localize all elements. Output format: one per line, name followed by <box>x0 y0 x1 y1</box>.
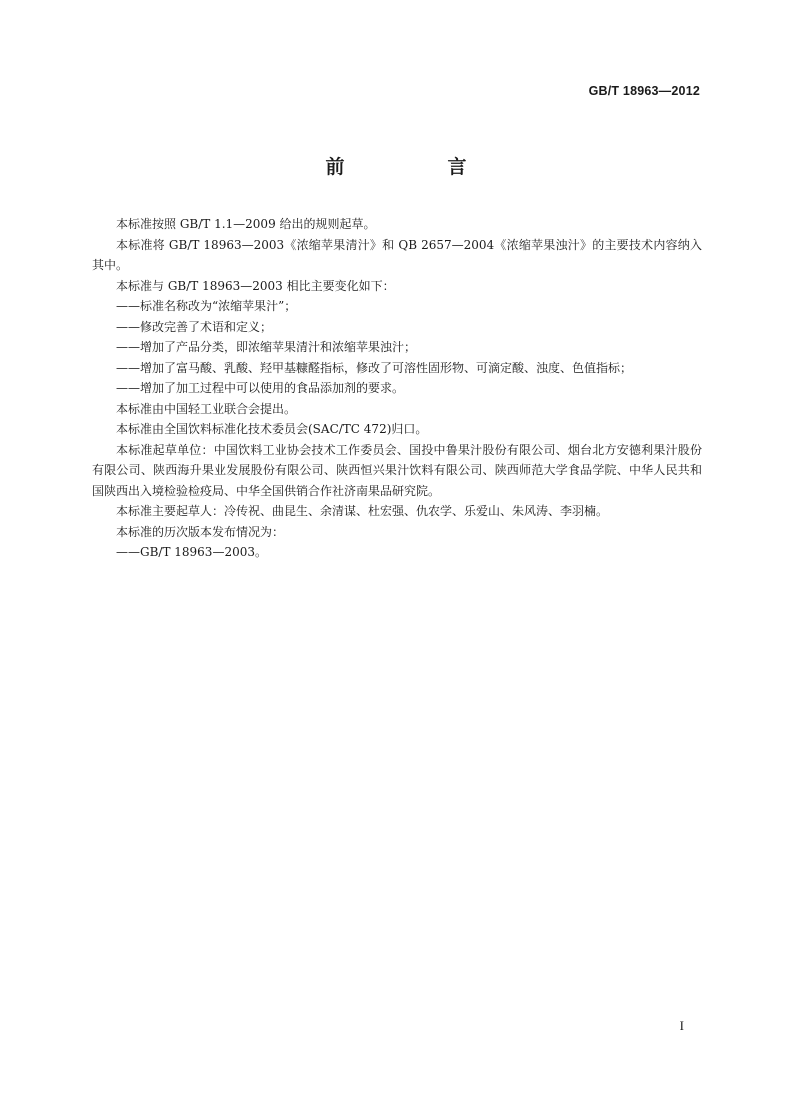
list-item: ——标准名称改为“浓缩苹果汁”； <box>116 299 297 313</box>
foreword-body <box>92 214 702 563</box>
paragraph: 本标准将 GB/T 18963—2003《浓缩苹果清汁》和 QB 2657—2004《浓缩苹果浊汁》的主要技术内容纳入其中。 <box>92 237 702 272</box>
list-item: ——增加了产品分类，即浓缩苹果清汁和浓缩苹果浊汁； <box>116 340 417 354</box>
list-item: ——GB/T 18963—2003。 <box>116 545 267 559</box>
paragraph: 本标准由中国轻工业联合会提出。 <box>116 401 297 416</box>
list-item: ——增加了富马酸、乳酸、羟甲基糠醛指标，修改了可溶性固形物、可滴定酸、浊度、色值指标； <box>116 360 633 375</box>
list-item: ——修改完善了术语和定义； <box>116 319 273 334</box>
page-title: 前 言 <box>325 156 509 178</box>
paragraph: 本标准的历次版本发布情况为： <box>116 524 285 539</box>
paragraph: 本标准与 GB/T 18963—2003 相比主要变化如下： <box>116 278 395 293</box>
standard-code: GB/T 18963—2012 <box>588 84 700 98</box>
paragraph: 本标准由全国饮料标准化技术委员会(SAC/TC 472)归口。 <box>116 422 428 436</box>
paragraph: 本标准主要起草人：冷传祝、曲昆生、余清谋、杜宏强、仇农学、乐爱山、朱风涛、李羽楠。 <box>116 504 609 518</box>
list-item: ——增加了加工过程中可以使用的食品添加剂的要求。 <box>116 381 405 395</box>
paragraph: 本标准按照 GB/T 1.1—2009 给出的规则起草。 <box>116 217 376 231</box>
page-number: I <box>679 1018 684 1033</box>
paragraph: 本标准起草单位：中国饮料工业协会技术工作委员会、国投中鲁果汁股份有限公司、烟台北方安德利果汁股份有限公司、陕西海升果业发展股份有限公司、陕西恒兴果汁饮料有限公司、陕西师范大学食品学院、中华人民共和国陕西出入境检验检疫局、中华全国供销合作社济南果品研究院。 <box>92 442 702 498</box>
